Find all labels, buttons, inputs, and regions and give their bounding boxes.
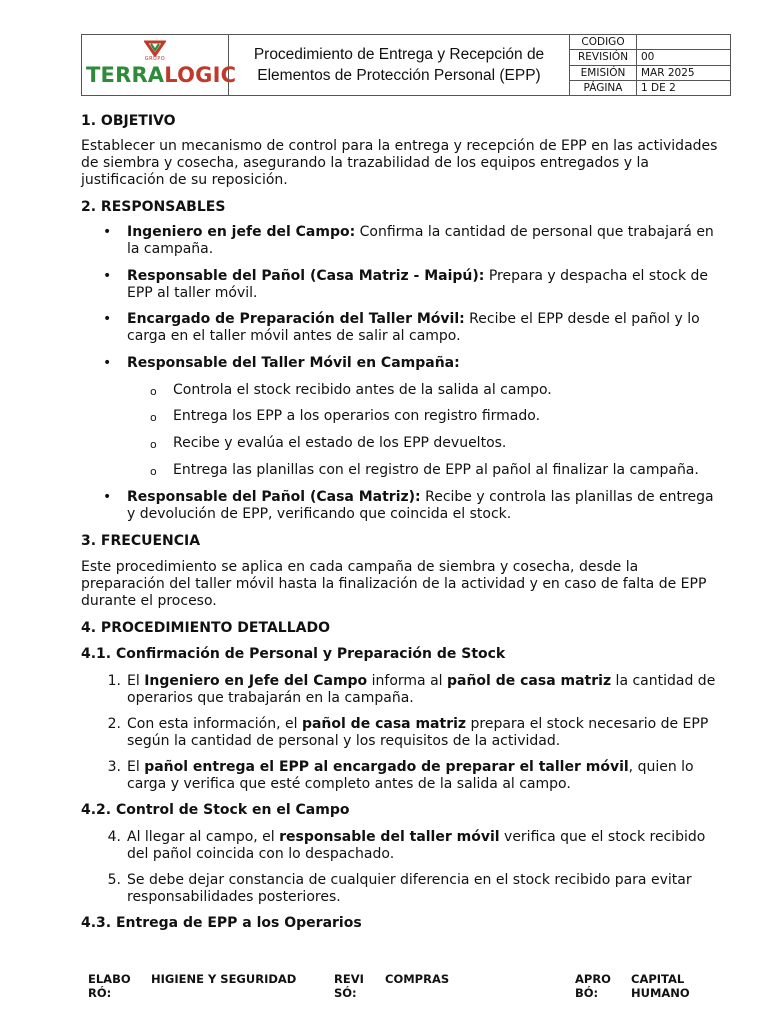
- subsection-4-3-heading: 4.3. Entrega de EPP a los Operarios: [81, 915, 362, 931]
- bullet-icon: •: [103, 224, 112, 240]
- circle-bullet-icon: o: [150, 438, 157, 451]
- bullet-icon: •: [103, 355, 112, 371]
- objetivo-line-2: de siembra y cosecha, asegurando la trazabilidad de los equipos entregados y la: [81, 155, 649, 171]
- frecuencia-line-1: Este procedimiento se aplica en cada campaña de siembra y cosecha, desde la: [81, 559, 639, 575]
- section-frecuencia-heading: 3. FRECUENCIA: [81, 533, 201, 549]
- meta-row-emision: EMISIÓN MAR 2025: [570, 66, 730, 81]
- objetivo-line-3: justificación de su reposición.: [81, 172, 288, 188]
- footer-aprobo-value-1: CAPITAL: [631, 972, 685, 986]
- footer-aprobo-value-2: HUMANO: [631, 986, 690, 1000]
- frecuencia-line-3: durante el proceso.: [81, 593, 217, 609]
- document-meta-table: [570, 35, 730, 95]
- footer-elaboro-label-1: ELABO: [88, 972, 131, 986]
- footer-aprobo-label-2: BÓ:: [575, 986, 599, 1000]
- footer-reviso-label-1: REVI: [334, 972, 364, 986]
- footer-reviso-value: COMPRAS: [385, 972, 450, 986]
- footer-elaboro-value: HIGIENE Y SEGURIDAD: [151, 972, 297, 986]
- section-procedimiento-heading: 4. PROCEDIMIENTO DETALLADO: [81, 620, 330, 636]
- footer-elaboro-label-2: RÓ:: [88, 986, 112, 1000]
- bullet-icon: •: [103, 489, 112, 505]
- logo-mark-icon: [144, 40, 166, 57]
- section-objetivo-heading: 1. OBJETIVO: [81, 113, 176, 129]
- bullet-icon: •: [103, 268, 112, 284]
- subsection-4-2-heading: 4.2. Control de Stock en el Campo: [81, 802, 350, 818]
- circle-bullet-icon: o: [150, 411, 157, 424]
- footer-reviso-label-2: SÓ:: [334, 986, 357, 1000]
- meta-row-codigo: CODIGO: [570, 35, 730, 50]
- circle-bullet-icon: o: [150, 465, 157, 478]
- document-header: [81, 34, 731, 96]
- frecuencia-line-2: preparación del taller móvil hasta la finalización de la actividad y en caso de falta de EPP: [81, 576, 707, 592]
- section-responsables-heading: 2. RESPONSABLES: [81, 199, 226, 215]
- subsection-4-1-heading: 4.1. Confirmación de Personal y Preparación de Stock: [81, 646, 506, 662]
- objetivo-line-1: Establecer un mecanismo de control para la entrega y recepción de EPP en las actividades: [81, 138, 718, 154]
- company-logo: [82, 35, 237, 95]
- logo-wordmark: TERRALOGIC: [86, 63, 237, 87]
- meta-row-revision: REVISIÓN 00: [570, 50, 730, 65]
- circle-bullet-icon: o: [150, 385, 157, 398]
- footer-aprobo-label-1: APRO: [575, 972, 611, 986]
- document-title: Procedimiento de Entrega y Recepción de Elementos de Protección Personal (EPP): [229, 35, 570, 95]
- meta-row-pagina: PÁGINA 1 DE 2: [570, 81, 730, 95]
- bullet-icon: •: [103, 311, 112, 327]
- document-page: GRUPO TERRALOGIC Procedimiento de Entrega y Recepción de Elementos de Protección Personal (EPP) CODIGO REVISIÓN 00 EMISIÓN MAR 2025 PÁGINA 1 DE 2 1. OBJETIVO Establecer un mecanismo de control para la entrega y recepción de EPP en las actividades de siembra y cosecha, asegurando la trazabilidad de los equipos entregados y la justificación de su reposición. 2. RESPONSABLES • Ingeniero en jefe del Campo: Confirma la cantidad de personal que trabajará en la campaña. • Responsable del Pañol (Casa Matriz - Maipú): Prepara y despacha el stock de EPP al taller móvil. • Encargado de Preparación del Taller Móvil: Recibe el EPP desde el pañol y lo carga en el taller móvil antes de salir al campo. • Responsable del Taller Móvil en Campaña: o Controla el stock recibido antes de la salida al campo. o Entrega los EPP a los operarios con registro firmado. o Recibe y evalúa el estado de los EPP devueltos. o Entrega las planillas con el registro de EPP al pañol al finalizar la campaña. • Responsable del Pañol (Casa Matriz): Recibe y controla las planillas de entrega y devolución de EPP, verificando que coincida el stock. 3. FRECUENCIA Este procedimiento se aplica en cada campaña de siembra y cosecha, desde la preparación del taller móvil hasta la finalización de la actividad y en caso de falta de EPP durante el proceso. 4. PROCEDIMIENTO DETALLADO 4.1. Confirmación de Personal y Preparación de Stock 1. El Ingeniero en Jefe del Campo informa al pañol de casa matriz la cantidad de operarios que trabajarán en la campaña. 2. Con esta información, el pañol de casa matriz prepara el stock necesario de EPP según la cantidad de personal y los requisitos de la actividad. 3. El pañol entrega el EPP al encargado de preparar el taller móvil, quien lo carga y verifica que esté completo antes de la salida al campo. 4.2. Control de Stock en el Campo 4. Al llegar al campo, el responsable del taller móvil verifica que el stock recibido del pañol coincida con lo despachado. 5. Se debe dejar constancia de cualquier diferencia en el stock recibido para evitar responsabilidades posteriores. 4.3. Entrega de EPP a los Operarios ELABO RÓ: HIGIENE Y SEGURIDAD REVI SÓ: COMPRAS APRO BÓ: CAPITAL HUMANO: [0, 0, 768, 1024]
- logo-group-text: GRUPO: [144, 56, 166, 62]
